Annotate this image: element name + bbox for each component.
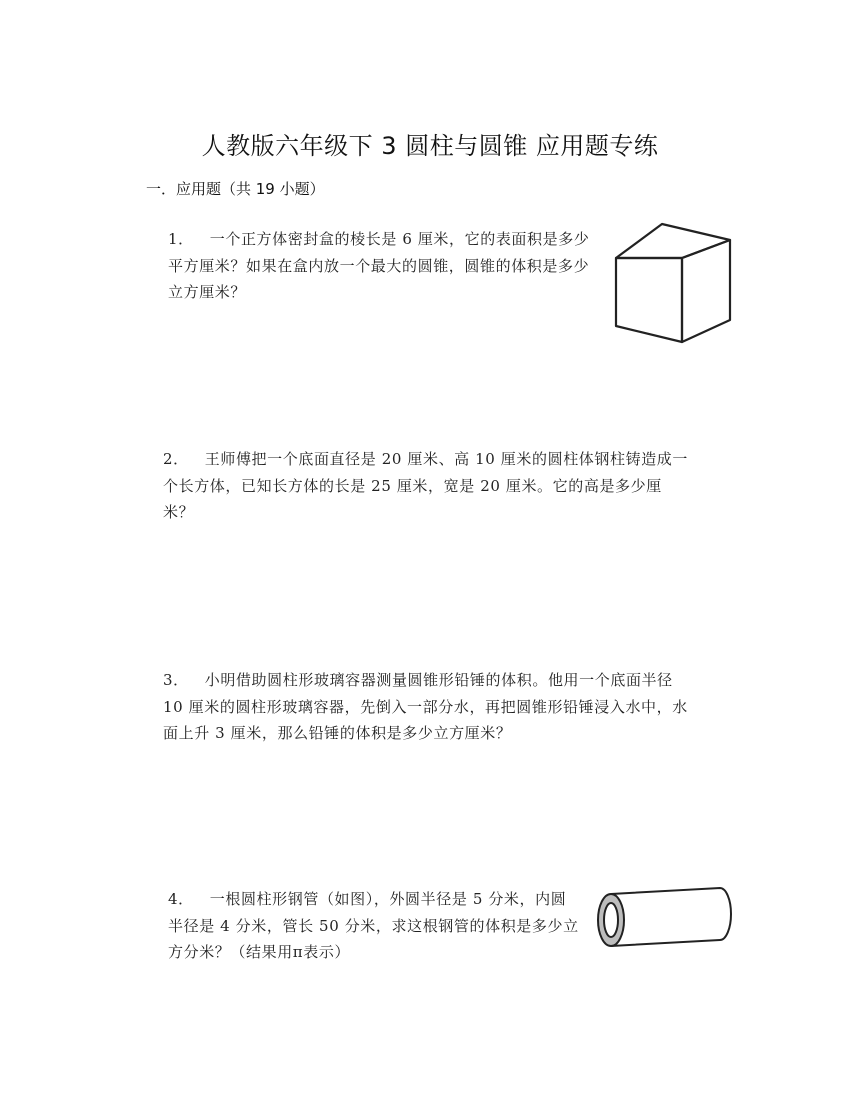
question-1	[168, 226, 600, 306]
question-number: 4．	[168, 890, 194, 908]
cube-side-face	[682, 240, 730, 342]
pipe-inner-hole	[604, 903, 618, 937]
question-4	[168, 886, 580, 966]
question-number: 2．	[163, 450, 189, 468]
cube-top-face	[616, 224, 730, 258]
cube-figure	[612, 220, 734, 346]
section-heading: 一．应用题（共 19 小题）	[146, 180, 325, 198]
question-text: 王师傅把一个底面直径是 20 厘米、高 10 厘米的圆柱体钢柱铸造成一个长方体，已知长方体的长是 25 厘米，宽是 20 厘米。它的高是多少厘米？	[163, 450, 688, 521]
cube-front-face	[616, 258, 682, 342]
question-text: 一根圆柱形钢管（如图），外圆半径是 5 分米，内圆半径是 4 分米，管长 50 分米，求这根钢管的体积是多少立方分米？（结果用π表示）	[168, 890, 579, 961]
question-text: 一个正方体密封盒的棱长是 6 厘米，它的表面积是多少平方厘米？如果在盒内放一个最大的圆锥，圆锥的体积是多少立方厘米？	[168, 230, 590, 301]
question-3	[163, 667, 693, 747]
document-title: 人教版六年级下 3 圆柱与圆锥 应用题专练	[201, 132, 659, 160]
pipe-body	[611, 888, 731, 946]
question-number: 3．	[163, 671, 189, 689]
question-2	[163, 446, 693, 526]
question-text: 小明借助圆柱形玻璃容器测量圆锥形铅锤的体积。他用一个底面半径 10 厘米的圆柱形玻璃容器，先倒入一部分水，再把圆锥形铅锤浸入水中，水面上升 3 厘米，那么铅锤的体积是多少立方厘米？	[163, 671, 688, 742]
question-number: 1．	[168, 230, 194, 248]
pipe-figure	[594, 884, 736, 948]
